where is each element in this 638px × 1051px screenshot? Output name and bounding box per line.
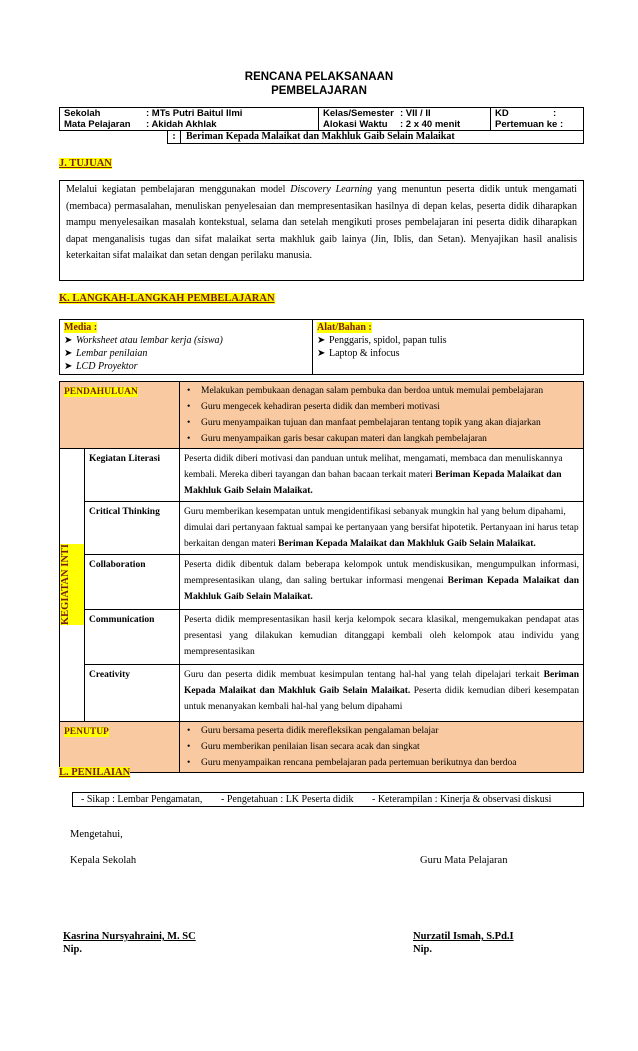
creat-text: Guru dan peserta didik membuat kesimpulan tentang hal-hal yang telah dipelajari terkait (184, 670, 544, 680)
materi-row (167, 130, 584, 144)
langkah-heading: K. LANGKAH-LANGKAH PEMBELAJARAN (59, 293, 275, 304)
penutup-row (60, 722, 584, 773)
document-title-line2: PEMBELAJARAN (271, 85, 367, 97)
guru-mapel-label: Guru Mata Pelajaran (420, 855, 508, 866)
comm-label: Communication (85, 610, 180, 665)
collab-label: Collaboration (85, 555, 180, 610)
kegiatan-inti-label: KEGIATAN INTI (60, 544, 84, 625)
creat-text-end: Peserta didik kemudian diberi kesempatan untuk menanyakan kembali hal-hal yang belum dipahami (184, 686, 579, 712)
critical-label: Critical Thinking (85, 502, 180, 555)
collab-text: Peserta didik dibentuk dalam beberapa kelompok untuk mendiskusikan, mengumpulkan informasi, mempresentasikan ulang, dan saling bertukar informasi mengenai (184, 560, 579, 586)
comm-text: Peserta didik mempresentasikan hasil kerja kelompok secara klasikal, mengemukakan pendapat atas presentasi yang dilakukan kemudian ditanggapi kembali oleh kelompok atau individu yang mempresentasikan (180, 610, 584, 665)
tujuan-box (59, 180, 584, 281)
tujuan-heading: J. TUJUAN (59, 158, 112, 169)
creat-row (60, 665, 584, 722)
media-item: Worksheet atau lembar kerja (siswa) (76, 335, 223, 346)
critical-text: Guru memberikan kesempatan untuk mengidentifikasi sebanyak mungkin hal yang belum dipahami, dimulai dari pertanyaan faktual sampai ke pertanyaan yang bersifat hipotetik. Pertanyaan ini harus tetap berkaitan dengan materi (184, 507, 579, 549)
kegiatan-table (59, 381, 584, 773)
penilaian-heading: L. PENILAIAN (59, 767, 131, 778)
kd-label: KD (495, 108, 509, 119)
kelas-value: : VII / II (400, 108, 431, 119)
kepala-sekolah-name: Kasrina Nursyahraini, M. SC (63, 931, 196, 942)
penilaian-sikap: - Sikap : Lembar Pengamatan, (81, 794, 203, 805)
mapel-label: Mata Pelajaran (64, 119, 131, 130)
guru-nip: Nip. (413, 944, 432, 955)
kepala-sekolah-nip: Nip. (63, 944, 82, 955)
creat-label: Creativity (85, 665, 180, 722)
collab-row (60, 555, 584, 610)
penutup-item: • Guru menyampaikan rencana pembelajaran pada pertemuan berikutnya dan berdoa (184, 755, 579, 771)
alat-item: Penggaris, spidol, papan tulis (329, 335, 447, 346)
alokasi-value: : 2 x 40 menit (400, 119, 461, 130)
comm-row (60, 610, 584, 665)
tujuan-model: Discovery Learning (290, 184, 373, 195)
sekolah-value: : MTs Putri Baitul Ilmi (146, 108, 243, 119)
kd-colon: : (553, 108, 557, 119)
tujuan-text-before: Melalui kegiatan pembelajaran menggunakan model (66, 184, 291, 195)
penutup-item: • Guru bersama peserta didik merefleksikan pengalaman belajar (184, 723, 579, 739)
pendahuluan-item: • Melakukan pembukaan denagan salam pembuka dan berdoa untuk memulai pembelajaran (184, 383, 579, 399)
media-table: Media : ➤ Worksheet atau lembar kerja (siswa) ➤ Lembar penilaian ➤ LCD Proyektor Alat/Bahan : ➤ Penggaris, spidol, papan tulis ➤ Laptop & infocus (59, 319, 584, 375)
guru-name: Nurzatil Ismah, S.Pd.I (413, 931, 514, 942)
materi-title: Beriman Kepada Malaikat dan Makhluk Gaib Selain Malaikat (186, 131, 455, 142)
pendahuluan-label: PENDAHULUAN (64, 387, 138, 397)
tujuan-text-after: yang menuntun peserta didik untuk mengamati (membaca) permasalahan, menuliskan penyelesaian dan mempresentasikan hasilnya di depan kelas, peserta didik diharapkan mampu menyelesaikan masalah kontekstual, selama dan setelah mengikuti proses pembelajaran ini peserta didik diharapkan dapat menganalisis tugas dan sifat malaikat serta makhluk gaib lainya (Jin, Iblis, dan Setan). Menyajikan hasil analisis keterkaitan sifat malaikat dan setan dengan perilaku manusia. (66, 184, 577, 261)
critical-topic: Beriman Kepada Malaikat dan Makhluk Gaib Selain Malaikat. (278, 539, 536, 549)
sekolah-label: Sekolah (64, 108, 101, 119)
kelas-label: Kelas/Semester (323, 108, 394, 119)
media-item: Lembar penilaian (76, 348, 148, 359)
pendahuluan-item: • Guru mengecek kehadiran peserta didik dan memberi motivasi (184, 399, 579, 415)
materi-colon: : (168, 131, 181, 143)
mapel-value: : Akidah Akhlak (146, 119, 217, 130)
penilaian-box (72, 792, 584, 807)
literasi-label: Kegiatan Literasi (85, 449, 180, 502)
pendahuluan-item: • Guru menyampaikan tujuan dan manfaat pembelajaran tentang topik yang akan diajarkan (184, 415, 579, 431)
penutup-item: • Guru memberikan penilaian lisan secara acak dan singkat (184, 739, 579, 755)
penilaian-pengetahuan: - Pengetahuan : LK Peserta didik (221, 794, 354, 805)
collab-topic: Beriman Kepada Malaikat dan Makhluk Gaib Selain Malaikat. (184, 576, 579, 602)
mengetahui-text: Mengetahui, (70, 829, 123, 840)
literasi-topic: Beriman Kepada Malaikat dan Makhluk Gaib Selain Malaikat. (184, 470, 562, 496)
media-item: LCD Proyektor (76, 361, 138, 372)
penilaian-keterampilan: - Keterampilan : Kinerja & observasi diskusi (372, 794, 552, 805)
alat-item: Laptop & infocus (329, 348, 400, 359)
identity-table (59, 107, 584, 131)
kepala-sekolah-label: Kepala Sekolah (70, 855, 137, 866)
alokasi-label: Alokasi Waktu (323, 119, 388, 130)
literasi-row (60, 449, 584, 502)
pendahuluan-row (60, 382, 584, 449)
pertemuan-label: Pertemuan ke : (495, 119, 564, 130)
pendahuluan-item: • Guru menyampaikan garis besar cakupan materi dan langkah pembelajaran (184, 431, 579, 447)
media-label: Media : (64, 322, 98, 333)
literasi-text: Peserta didik diberi motivasi dan panduan untuk melihat, mengamati, membaca dan menuliskannya kembali. Mereka diberi tayangan dan bahan bacaan terkait materi (184, 454, 563, 480)
alat-label: Alat/Bahan : (317, 322, 372, 333)
creat-topic: Beriman Kepada Malaikat dan Makhluk Gaib Selain Malaikat. (184, 670, 579, 696)
critical-row (60, 502, 584, 555)
penutup-label: PENUTUP (64, 727, 109, 737)
document-title-line1: RENCANA PELAKSANAAN (244, 71, 394, 83)
